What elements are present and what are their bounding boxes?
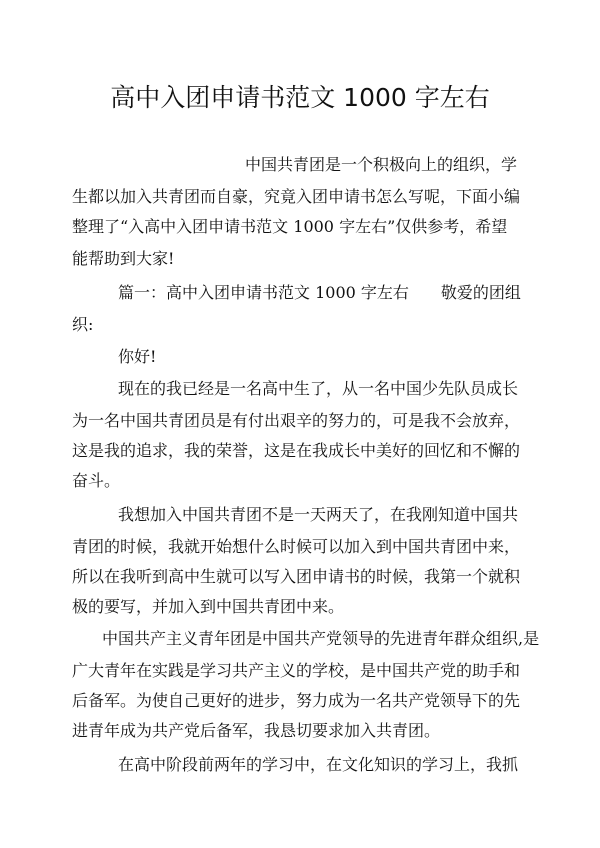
document-title: 高中入团申请书范文 1000 字左右	[110, 83, 490, 112]
paragraph-line: 进青年成为共产党后备军，我恳切要求加入共青团。	[72, 721, 441, 740]
paragraph-line: 极的要写，并加入到中国共青团中来。	[72, 597, 345, 616]
paragraph-line: 我想加入中国共青团不是一天两天了，在我刚知道中国共	[118, 505, 519, 524]
section-heading-line: 篇一：高中入团申请书范文 1000 字左右 敬爱的团组	[118, 283, 521, 302]
paragraph-line: 后备军。为使自己更好的进步，努力成为一名共产党领导下的先	[72, 691, 521, 710]
paragraph-line: 所以在我听到高中生就可以写入团申请书的时候，我第一个就积	[72, 567, 521, 586]
paragraph-line: 中国共青团是一个积极向上的组织，学	[245, 155, 518, 174]
paragraph-line: 中国共产主义青年团是中国共产党领导的先进青年群众组织,是	[102, 629, 540, 648]
paragraph-line: 青团的时候，我就开始想什么时候可以加入到中国共青团中来，	[72, 537, 521, 556]
paragraph-line: 整理了“入高中入团申请书范文 1000 字左右”仅供参考，希望	[72, 217, 508, 236]
paragraph-line: 生都以加入共青团而自豪，究竟入团申请书怎么写呢，下面小编	[72, 187, 521, 206]
paragraph-line: 现在的我已经是一名高中生了，从一名中国少先队员成长	[118, 379, 519, 398]
paragraph-line: 广大青年在实践是学习共产主义的学校，是中国共产党的助手和	[72, 661, 521, 680]
paragraph-line: 这是我的追求，我的荣誉，这是在我成长中美好的回忆和不懈的	[72, 441, 521, 460]
greeting-line: 你好!	[118, 347, 157, 366]
paragraph-line: 奋斗。	[72, 471, 121, 490]
paragraph-line: 能帮助到大家!	[72, 249, 175, 268]
paragraph-line: 织:	[72, 315, 94, 334]
paragraph-line: 在高中阶段前两年的学习中，在文化知识的学习上，我抓	[118, 755, 519, 774]
paragraph-line: 为一名中国共青团员是有付出艰辛的努力的，可是我不会放弃，	[72, 411, 521, 430]
